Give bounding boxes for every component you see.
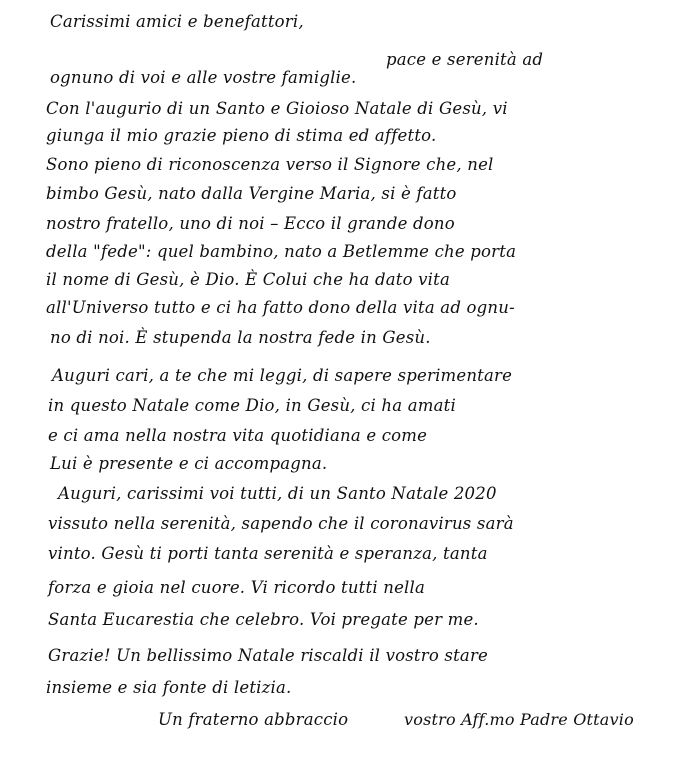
letter-line-10: all'Universo tutto e ci ha fatto dono della vita ad ognu- — [46, 298, 515, 317]
salutation-line: Carissimi amici e benefattori, — [50, 12, 304, 31]
letter-line-19: forza e gioia nel cuore. Vi ricordo tutti nella — [48, 578, 426, 597]
letter-line-18: vinto. Gesù ti porti tanta serenità e speranza, tanta — [48, 544, 488, 563]
letter-line-14: e ci ama nella nostra vita quotidiana e come — [48, 426, 428, 445]
letter-line-15: Lui è presente e ci accompagna. — [50, 454, 328, 473]
letter-line-4: giunga il mio grazie pieno di stima ed affetto. — [46, 126, 437, 145]
letter-line-16: Auguri, carissimi voi tutti, di un Santo Natale 2020 — [58, 484, 497, 503]
letter-line-7: nostro fratello, uno di noi – Ecco il grande dono — [46, 214, 455, 233]
letter-line-2: ognuno di voi e alle vostre famiglie. — [50, 68, 357, 87]
letter-line-21: Grazie! Un bellissimo Natale riscaldi il vostro stare — [48, 646, 488, 665]
letter-line-1: pace e serenità ad — [386, 50, 544, 69]
letter-line-8: della "fede": quel bambino, nato a Betlemme che porta — [46, 242, 517, 261]
letter-line-3: Con l'augurio di un Santo e Gioioso Natale di Gesù, vi — [46, 99, 508, 118]
letter-line-9: il nome di Gesù, è Dio. È Colui che ha dato vita — [46, 270, 451, 289]
letter-line-6: bimbo Gesù, nato dalla Vergine Maria, si è fatto — [46, 184, 457, 203]
letter-line-17: vissuto nella serenità, sapendo che il coronavirus sarà — [48, 514, 514, 533]
letter-line-22: insieme e sia fonte di letizia. — [46, 678, 292, 697]
letter-line-13: in questo Natale come Dio, in Gesù, ci ha amati — [48, 396, 456, 415]
letter-line-5: Sono pieno di riconoscenza verso il Signore che, nel — [46, 155, 494, 174]
letter-line-11: no di noi. È stupenda la nostra fede in Gesù. — [50, 328, 431, 347]
letter-line-12: Auguri cari, a te che mi leggi, di sapere sperimentare — [52, 366, 513, 385]
closing-embrace: Un fraterno abbraccio — [158, 710, 349, 729]
signature-line: vostro Aff.mo Padre Ottavio — [404, 710, 634, 729]
letter-line-20: Santa Eucarestia che celebro. Voi pregate per me. — [48, 610, 479, 629]
